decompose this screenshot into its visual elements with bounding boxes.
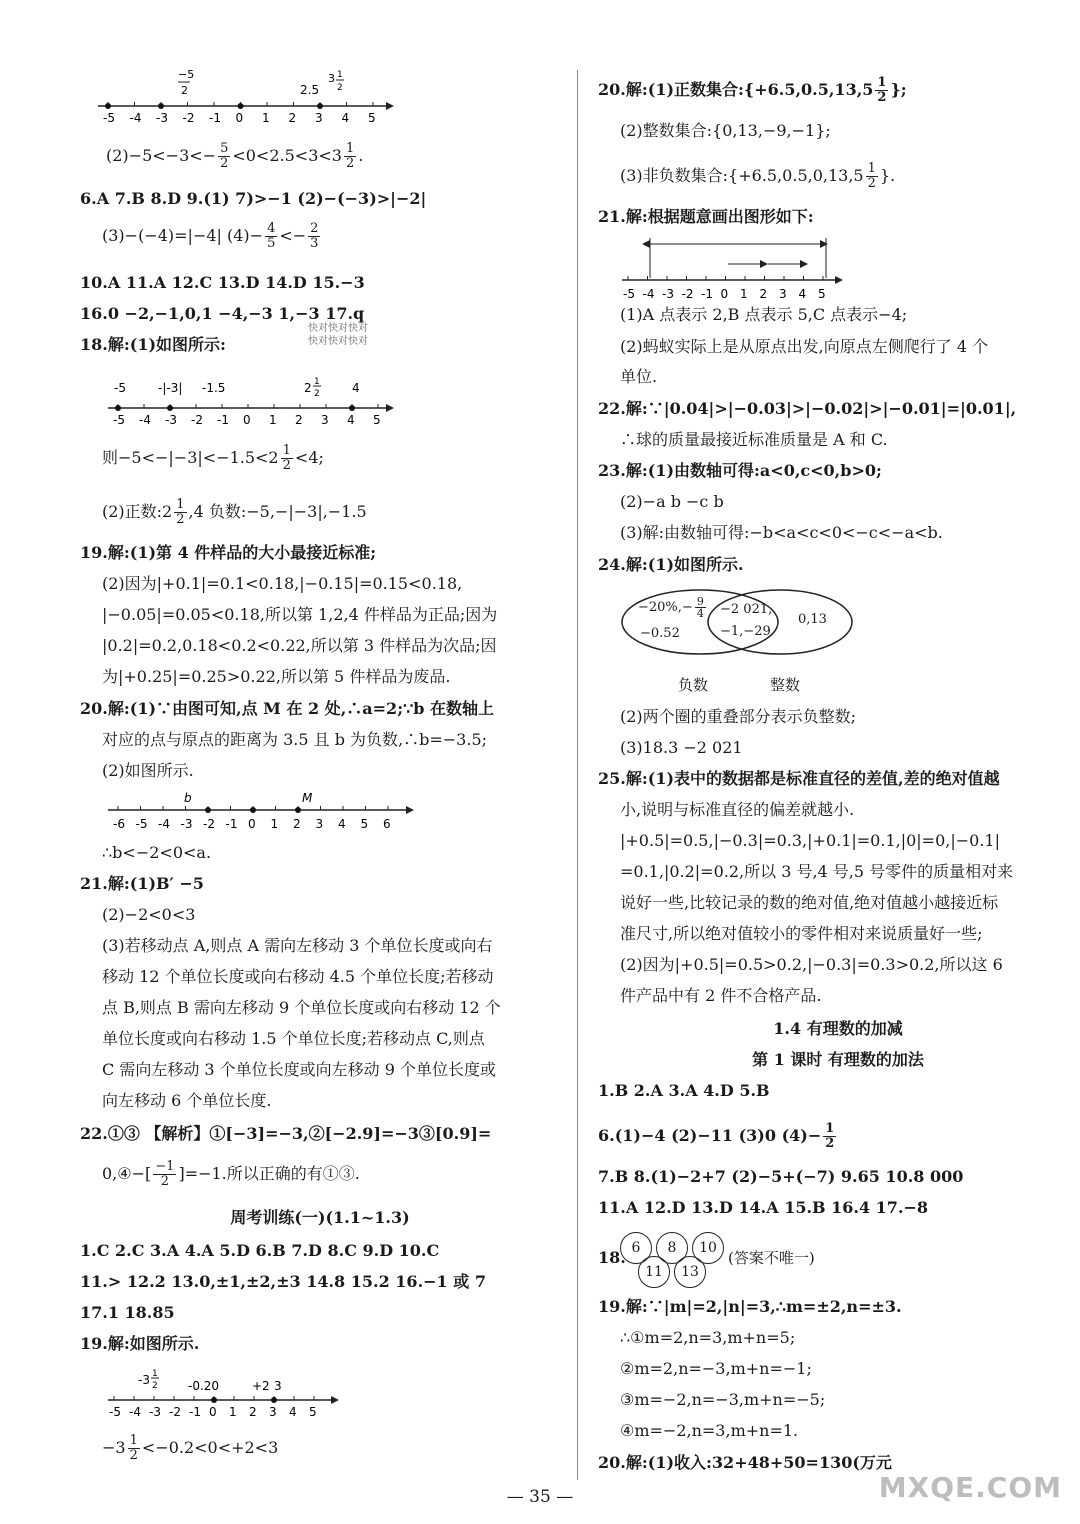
tick-label: 0	[243, 413, 251, 425]
svg-text:2: 2	[314, 389, 320, 399]
column-divider	[577, 70, 578, 1480]
number-line-5	[620, 232, 860, 302]
tick-label: 4	[338, 817, 346, 831]
svg-text:2: 2	[181, 84, 188, 97]
tick-label: 3	[779, 287, 787, 301]
tick-label: 1	[270, 817, 279, 831]
answer-line: 16.0 −2,−1,0,1 −4,−3 1,−3 17.q	[80, 304, 365, 323]
answer-line: (3)18.3 −2 021	[620, 738, 743, 757]
answer-line: 0,④−[ $\frac{-1}{2}$ ]=−1.所以正确的有①③.	[102, 1159, 360, 1189]
answer-note: (答案不唯一)	[728, 1249, 815, 1267]
point-dot	[238, 103, 244, 109]
answer-line: 20.解:(1)正数集合:{+6.5,0.5,13,5 $\frac{1}{2}$ };	[598, 75, 907, 105]
answer-line: ∴①m=2,n=3,m+n=5;	[620, 1328, 796, 1347]
answer-line: −3 $\frac{1}{2}$ <−0.2<0<+2<3	[102, 1433, 279, 1463]
svg-text:1: 1	[337, 70, 343, 80]
tick-label: -1	[209, 111, 221, 125]
answer-line: =0.1,|0.2|=0.2,所以 3 号,4 号,5 号零件的质量相对来	[620, 862, 1014, 881]
tick-label: -2	[191, 413, 203, 425]
tick-label: -1	[189, 1405, 201, 1419]
tick-label: -5	[103, 111, 115, 125]
answer-line: 19.解:如图所示.	[80, 1334, 200, 1353]
answer-line: (2)如图所示.	[102, 761, 194, 780]
svg-text:M: M	[302, 791, 313, 805]
tick-label: -1	[217, 413, 229, 425]
tick-label: 4	[289, 1405, 297, 1419]
tick-label: 0	[209, 1405, 217, 1419]
tick-label: 4	[347, 413, 355, 425]
answer-line: (2)整数集合:{0,13,−9,−1};	[620, 121, 831, 140]
tick-label: 5	[373, 413, 381, 425]
tick-label: 0	[235, 111, 244, 125]
answer-line: ∴b<−2<0<a.	[102, 843, 212, 862]
tick-label: 1	[269, 413, 277, 425]
answer-line: ③m=−2,n=−3,m+n=−5;	[620, 1390, 826, 1409]
answer-line: |0.2|=0.2,0.18<0.2<0.22,所以第 3 件样品为次品;因	[102, 636, 497, 655]
answer-line: ④m=−2,n=3,m+n=1.	[620, 1421, 799, 1440]
tick-label: -2	[203, 817, 215, 831]
point-dot	[115, 405, 121, 411]
answer-line: (2)因为|+0.5|=0.5>0.2,|−0.3|=0.3>0.2,所以这 6	[620, 955, 1003, 974]
tick-label: -4	[129, 1405, 141, 1419]
answer-line: (1)A 点表示 2,B 点表示 5,C 点表示−4;	[620, 305, 908, 324]
point-dot	[317, 103, 323, 109]
answer-line: (2)−a b −c b	[620, 492, 724, 511]
answer-line: (2)正数:2 $\frac{1}{2}$ ,4 负数:−5,−|−3|,−1.5	[102, 497, 367, 527]
nl1-label-3-half: 3	[328, 72, 335, 85]
answer-line: 22.解:∵|0.04|>|−0.03|>|−0.02|>|−0.01|=|0.01|,	[598, 399, 1017, 418]
tick-label: -5	[113, 413, 125, 425]
tick-label: 3	[315, 111, 323, 125]
answer-line: 17.1 18.85	[80, 1303, 175, 1322]
number-line-4	[106, 1360, 346, 1420]
answer-line: |+0.5|=0.5,|−0.3|=0.3,|+0.1|=0.1,|0|=0,|−0.1|	[620, 831, 1000, 850]
tick-label: 2	[759, 287, 768, 301]
answer-line: 1.B 2.A 3.A 4.D 5.B	[598, 1081, 770, 1100]
tick-label: 4	[798, 287, 807, 301]
svg-text:1: 1	[152, 1369, 158, 1379]
answer-line: 19.解:∵|m|=2,|n|=3,∴m=±2,n=±3.	[598, 1297, 902, 1316]
answer-line: 19.解:(1)第 4 件样品的大小最接近标准;	[80, 543, 377, 562]
answer-line: 11.> 12.2 13.0,±1,±2,±3 14.8 15.2 16.−1 或 7	[80, 1272, 486, 1291]
site-watermark: MXQE.COM	[878, 1471, 1062, 1504]
answer-line: 7.B 8.(1)−2+7 (2)−5+(−7) 9.65 10.8 000	[598, 1167, 964, 1186]
answer-line: (3)非负数集合:{+6.5,0.5,0,13,5 $\frac{1}{2}$ }.	[620, 161, 896, 191]
tick-label: -5	[623, 287, 635, 301]
svg-text:2: 2	[337, 83, 343, 93]
answer-line: 点 B,则点 B 需向左移动 9 个单位长度或向右移动 12 个	[102, 998, 501, 1017]
answer-line: 件产品中有 2 件不合格产品.	[620, 986, 822, 1005]
tick-label: -3	[180, 817, 193, 831]
tick-label: -1	[701, 287, 713, 301]
tick-label: 5	[368, 111, 376, 125]
answer-line: 22.①③ 【解析】①[−3]=−3,②[−2.9]=−3③[0.9]=	[80, 1124, 492, 1143]
answer-line: 则−5<−|−3|<−1.5<2 $\frac{1}{2}$ <4;	[102, 443, 324, 473]
point-dot	[295, 807, 301, 813]
tick-label: -4	[129, 111, 142, 125]
point-dot	[271, 1397, 277, 1403]
tick-label: 2	[295, 413, 303, 425]
tick-label: 0	[248, 817, 256, 831]
svg-text:3: 3	[274, 1379, 282, 1393]
answer-line: (3)−(−4)=|−4| (4)− $\frac{4}{5}$ <− $\frac{2}{3}$	[102, 221, 319, 251]
answer-line: 准尺寸,所以绝对值较小的零件相对来说质量好一些;	[620, 924, 983, 943]
point-dot	[105, 103, 111, 109]
answer-line: 23.解:(1)由数轴可得:a<0,c<0,b>0;	[598, 461, 882, 480]
answer-line: (2)蚂蚁实际上是从原点出发,向原点左侧爬行了 4 个	[620, 337, 989, 356]
svg-text:4: 4	[352, 381, 360, 395]
nl1-label-2-5: 2.5	[300, 83, 320, 97]
answer-line: 单位.	[620, 367, 658, 386]
tick-label: -2	[182, 111, 195, 125]
answer-line: 10.A 11.A 12.C 13.D 14.D 15.−3	[80, 273, 365, 292]
answer-line: (2)−2<0<3	[102, 905, 196, 924]
answer-line: 单位长度或向右移动 1.5 个单位长度;若移动点 C,则点	[102, 1029, 485, 1048]
tick-label: 5	[818, 287, 826, 301]
svg-text:1: 1	[314, 377, 320, 387]
tick-label: -6	[113, 817, 125, 831]
section-heading: 周考训练(一)(1.1~1.3)	[230, 1208, 410, 1227]
answer-line: ∴球的质量最接近标准质量是 A 和 C.	[620, 430, 888, 449]
answer-line: 移动 12 个单位长度或向右移动 4.5 个单位长度;若移动	[102, 967, 494, 986]
section-heading: 1.4 有理数的加减	[773, 1019, 903, 1038]
tick-label: 3	[321, 413, 329, 425]
tick-label: 1	[262, 111, 270, 125]
answer-line: ②m=2,n=−3,m+n=−1;	[620, 1359, 812, 1378]
tick-label: 1	[740, 287, 748, 301]
tick-label: 5	[360, 817, 369, 831]
number-line-3	[106, 790, 416, 840]
venn-diagram: −20%,− $\frac{9}{4}$ −0.52 −2 021, −1,−29 0,13 负数 整数	[620, 588, 860, 698]
tick-label: -3	[149, 1405, 161, 1419]
answer-line: 25.解:(1)表中的数据都是标准直径的差值,差的绝对值越	[598, 769, 1000, 788]
tick-label: -3	[156, 111, 168, 125]
answer-line: 6.(1)−4 (2)−11 (3)0 (4)− $\frac{1}{2}$	[598, 1121, 835, 1151]
answer-line: 11.A 12.D 13.D 14.A 15.B 16.4 17.−8	[598, 1198, 929, 1217]
svg-text:-|-3|: -|-3|	[158, 381, 183, 395]
tick-label: -5	[109, 1405, 121, 1419]
answer-line: 向左移动 6 个单位长度.	[102, 1091, 272, 1110]
tick-label: 4	[341, 111, 350, 125]
section-heading: 第 1 课时 有理数的加法	[752, 1050, 924, 1069]
point-dot	[158, 103, 164, 109]
number-line-1	[96, 66, 396, 126]
answer-line: 18.解:(1)如图所示:	[80, 335, 226, 354]
tick-label: -5	[135, 817, 148, 831]
nl1-label-neg5-2: −5	[178, 68, 195, 81]
tick-label: -1	[225, 817, 238, 831]
answer-line: C 需向左移动 3 个单位长度或向左移动 9 个单位长度或	[102, 1060, 497, 1079]
answer-line: 6.A 7.B 8.D 9.(1) 7)>−1 (2)−(−3)>|−2|	[80, 189, 427, 208]
answer-line: (2)−5<−3<− $\frac{5}{2}$ <0<2.5<3<3 $\frac{1}{2}$ .	[106, 141, 364, 171]
answer-line: 小,说明与标准直径的偏差就越小.	[620, 800, 855, 819]
small-watermark: 快对快对快对 快对快对快对	[308, 323, 368, 347]
point-dot	[349, 405, 355, 411]
svg-text:b: b	[184, 791, 192, 805]
number-line-2	[106, 370, 396, 425]
tick-label: -4	[139, 413, 151, 425]
answer-line: (3)解:由数轴可得:−b<a<c<0<−c<−a<b.	[620, 523, 943, 542]
svg-text:-5: -5	[114, 381, 126, 395]
point-dot	[250, 807, 256, 813]
tick-label: 6	[383, 817, 391, 831]
tick-label: -3	[662, 287, 674, 301]
answer-line: (3)若移动点 A,则点 A 需向左移动 3 个单位长度或向右	[102, 936, 493, 955]
tick-label: 0	[720, 287, 729, 301]
tick-label: 5	[309, 1405, 317, 1419]
answer-line: 24.解:(1)如图所示.	[598, 555, 744, 574]
number-circles: 6 8 10 11 13	[620, 1232, 740, 1292]
point-dot	[167, 405, 173, 411]
tick-label: 1	[229, 1405, 237, 1419]
tick-label: 2	[293, 817, 301, 831]
answer-line: 21.解:根据题意画出图形如下:	[598, 207, 814, 226]
tick-label: -4	[642, 287, 655, 301]
tick-label: -2	[681, 287, 694, 301]
answer-line: 对应的点与原点的距离为 3.5 且 b 为负数,∴b=−3.5;	[102, 730, 488, 749]
answer-line: 1.C 2.C 3.A 4.A 5.D 6.B 7.D 8.C 9.D 10.C	[80, 1241, 440, 1260]
tick-label: 2	[249, 1405, 257, 1419]
answer-line: (2)因为|+0.1|=0.1<0.18,|−0.15|=0.15<0.18,	[102, 574, 463, 593]
tick-label: -4	[158, 817, 170, 831]
answer-line: 20.解:(1)∵由图可知,点 M 在 2 处,∴a=2;∵b 在数轴上	[80, 699, 495, 718]
answer-line: 说好一些,比较记录的数的绝对值,绝对值越小越接近标	[620, 893, 999, 912]
answer-line: 20.解:(1)收入:32+48+50=130(万元	[598, 1453, 892, 1472]
svg-text:-3: -3	[138, 1373, 150, 1387]
svg-text:-0.20: -0.20	[188, 1379, 220, 1393]
answer-line: (2)两个圈的重叠部分表示负整数;	[620, 707, 857, 726]
tick-label: -3	[165, 413, 177, 425]
tick-label: -2	[169, 1405, 181, 1419]
svg-text:+2: +2	[252, 1379, 270, 1393]
answer-line: 18.	[598, 1248, 626, 1267]
svg-text:2: 2	[304, 381, 312, 395]
tick-label: 3	[315, 817, 324, 831]
answer-line: 21.解:(1)B′ −5	[80, 874, 204, 893]
answer-line: |−0.05|=0.05<0.18,所以第 1,2,4 件样品为正品;因为	[102, 605, 498, 624]
answer-line: 为|+0.25|=0.25>0.22,所以第 5 件样品为废品.	[102, 667, 451, 686]
tick-label: 3	[269, 1405, 277, 1419]
point-dot	[205, 807, 211, 813]
svg-text:-1.5: -1.5	[202, 381, 226, 395]
svg-text:2: 2	[152, 1381, 158, 1391]
tick-label: 2	[288, 111, 297, 125]
point-dot	[211, 1397, 217, 1403]
page-number: — 35 —	[506, 1487, 574, 1507]
